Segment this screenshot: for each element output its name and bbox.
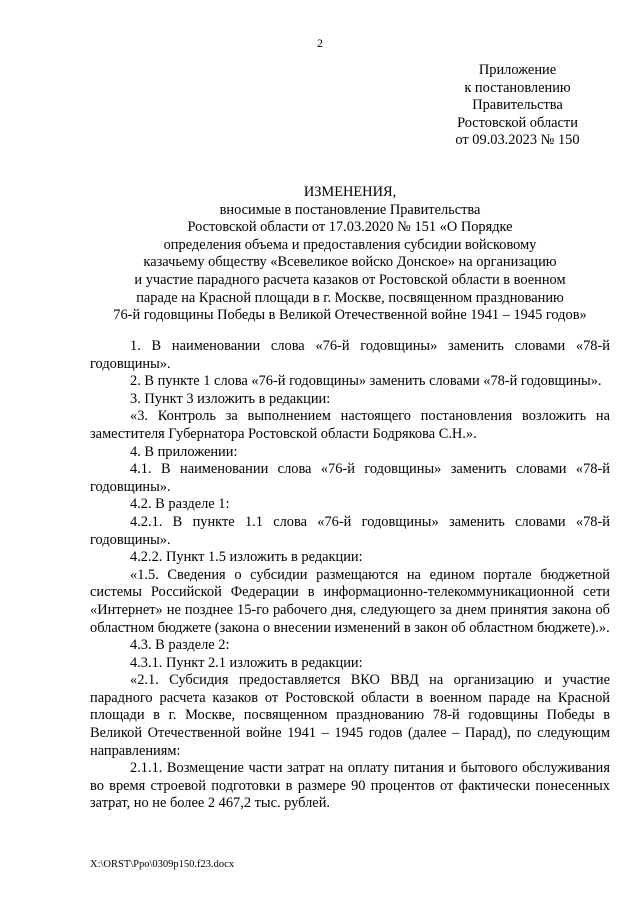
title-line: казачьему обществу «Всевеликое войско Донское» на организацию	[143, 254, 557, 271]
title-heading: ИЗМЕНЕНИЯ,	[303, 184, 397, 200]
paragraph: 4.3. В разделе 2:	[130, 637, 230, 654]
paragraph: 4.2.1. В пункте 1.1 слова «76-й годовщины» заменить словами «78-й годовщины».	[90, 513, 610, 548]
paragraph: 1. В наименовании слова «76-й годовщины» заменить словами «78-й годовщины».	[90, 338, 610, 372]
paragraph: 4.1. В наименовании слова «76-й годовщины» заменить словами «78-й годовщины».	[90, 461, 610, 495]
document-body	[90, 338, 610, 813]
title-line: вносимые в постановление Правительства	[219, 201, 481, 218]
paragraph: 2. В пункте 1 слова «76-й годовщины» заменить словами «78-й годовщины».	[130, 373, 602, 390]
appendix-header	[430, 62, 605, 150]
appendix-line: к постановлению	[464, 79, 571, 96]
title-line: 76-й годовщины Победы в Великой Отечественной войне 1941 – 1945 годов»	[113, 307, 587, 324]
title-line: Ростовской области от 17.03.2020 № 151 «О Порядке	[187, 219, 513, 236]
appendix-line: Правительства	[472, 97, 563, 114]
paragraph: 4.2. В разделе 1:	[130, 496, 230, 513]
paragraph: «3. Контроль за выполнением настоящего постановления возложить на заместителя Губернатора Ростовской области Бодрякова С.Н.».	[90, 408, 610, 442]
paragraph: «2.1. Субсидия предоставляется ВКО ВВД на организацию и участие парадного расчета казаков от Ростовской области в военном параде на Красной площади в г. Москве, посвященном празднованию 78-й годовщины Победы в Великой Отечественной войне 1941 – 1945 годов (далее – Парад), по следующим направлениям:	[90, 672, 610, 759]
paragraph: «1.5. Сведения о субсидии размещаются на едином портале бюджетной системы Российской Федерации в информационно-телекоммуникационной сети «Интернет» не позднее 15-го рабочего дня, следующего за днем принятия закона об областном бюджете (закона о внесении изменений в закон об областном бюджете).».	[90, 566, 610, 636]
document-title	[90, 184, 610, 325]
page-number: 2	[317, 36, 323, 50]
appendix-line: от 09.03.2023 № 150	[455, 132, 580, 149]
paragraph: 4.3.1. Пункт 2.1 изложить в редакции:	[130, 654, 363, 671]
paragraph: 2.1.1. Возмещение части затрат на оплату питания и бытового обслуживания во время строевой подготовки в размере 90 процентов от фактически понесенных затрат, но не более 2 467,2 тыс. рублей.	[90, 760, 610, 812]
title-line: и участие парадного расчета казаков от Ростовской области в военном	[134, 271, 566, 288]
appendix-line: Приложение	[478, 62, 557, 78]
title-line: параде на Красной площади в г. Москве, посвященном празднованию	[136, 289, 564, 306]
paragraph: 3. Пункт 3 изложить в редакции:	[130, 390, 331, 407]
appendix-line: Ростовской области	[457, 114, 578, 131]
file-path-footer: X:\ORST\Ppo\0309p150.f23.docx	[90, 859, 235, 870]
title-line: определения объема и предоставления субсидии войсковому	[163, 236, 537, 253]
paragraph: 4. В приложении:	[130, 443, 238, 460]
paragraph: 4.2.2. Пункт 1.5 изложить в редакции:	[130, 549, 363, 566]
